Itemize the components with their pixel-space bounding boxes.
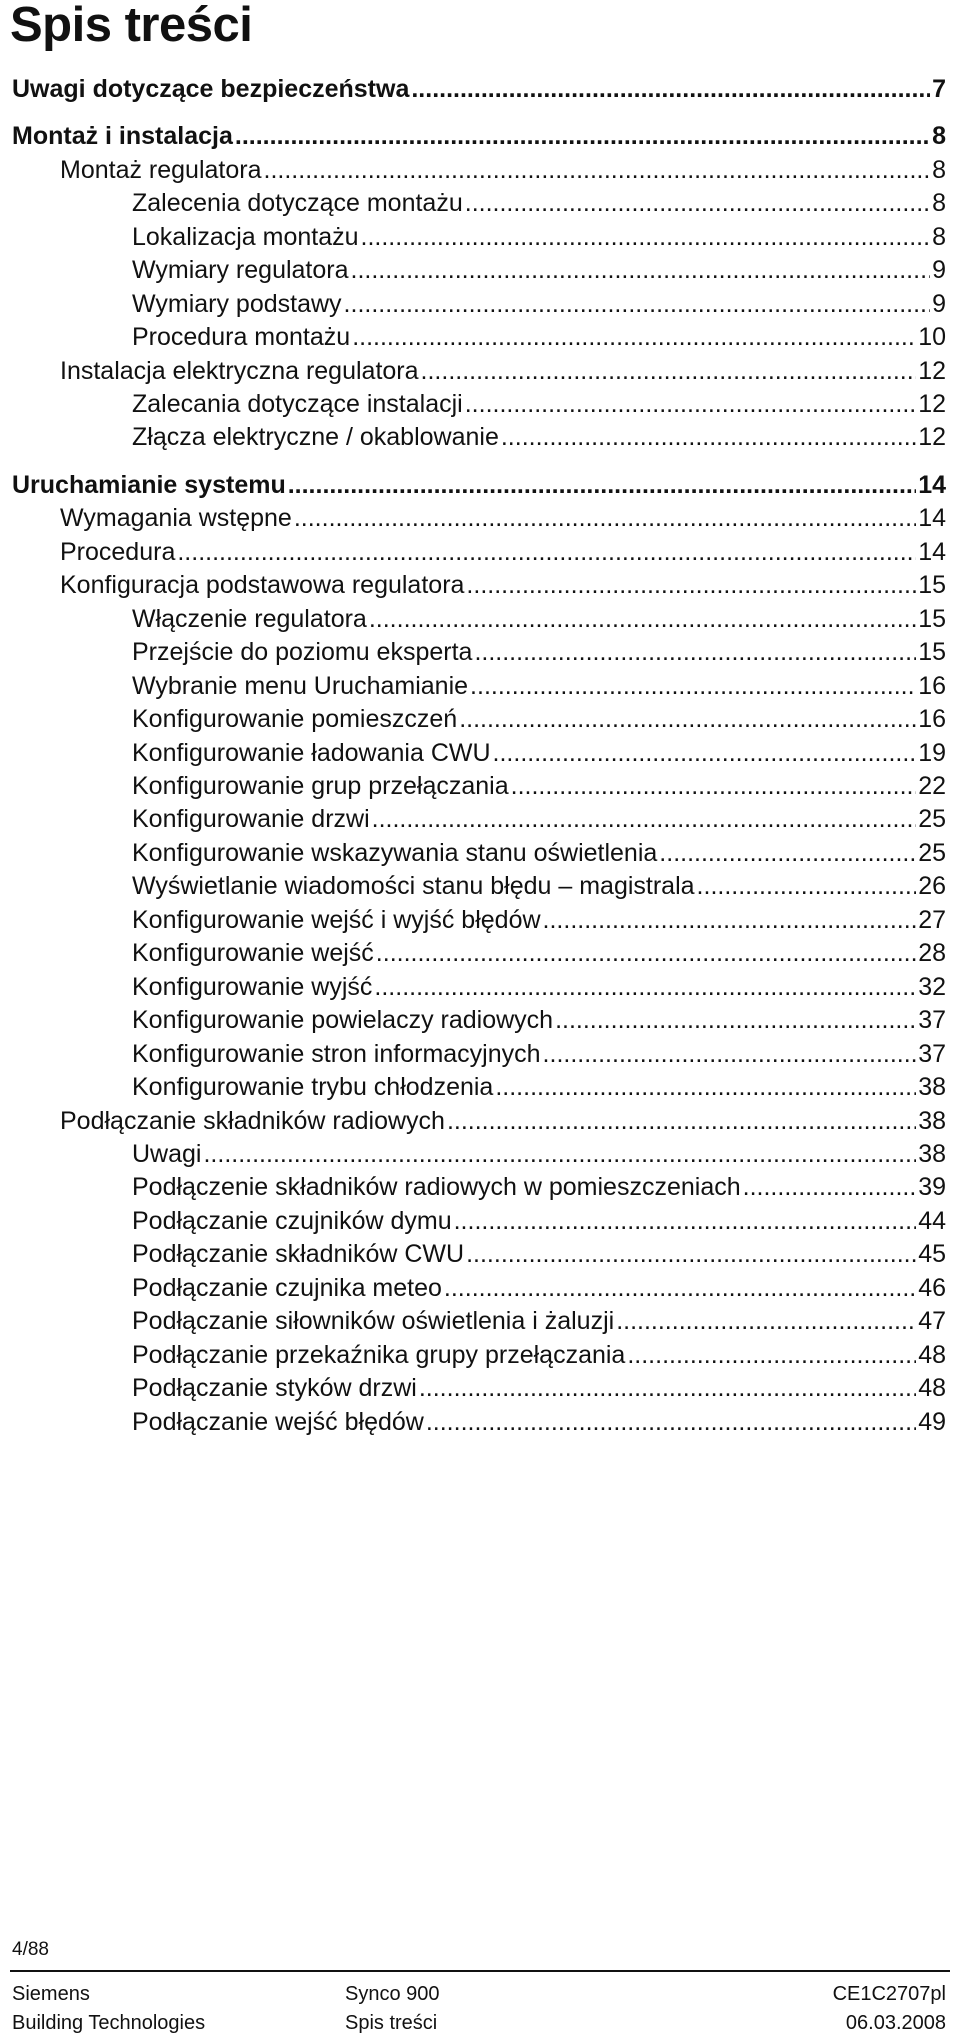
toc-entry-page: 32	[918, 973, 946, 1001]
toc-entry-title: Procedura	[60, 538, 176, 566]
toc-entry-title: Instalacja elektryczna regulatora	[60, 357, 419, 385]
toc-entry[interactable]	[60, 357, 946, 391]
toc-entry-page: 46	[918, 1274, 946, 1302]
toc-entry-page: 45	[918, 1240, 946, 1268]
toc-entry-title: Przejście do poziomu eksperta	[132, 638, 473, 666]
toc-dot-leader	[369, 605, 916, 634]
toc-dot-leader	[743, 1173, 917, 1202]
toc-entry[interactable]	[132, 256, 946, 290]
toc-dot-leader	[374, 973, 916, 1002]
footer-division: Building Technologies	[12, 2012, 206, 2034]
toc-entry[interactable]	[132, 872, 946, 906]
toc-entry[interactable]	[132, 939, 946, 973]
toc-dot-leader	[351, 256, 931, 285]
toc-entry-page: 8	[932, 122, 946, 150]
toc-entry[interactable]	[132, 906, 946, 940]
toc-entry-title: Podłączanie styków drzwi	[132, 1374, 417, 1402]
toc-entry-title: Konfigurowanie grup przełączania	[132, 772, 509, 800]
footer-divider	[10, 1970, 950, 1972]
toc-entry-title: Konfigurowanie powielaczy radiowych	[132, 1006, 554, 1034]
toc-entry-title: Montaż regulatora	[60, 156, 262, 184]
toc-dot-leader	[352, 323, 916, 352]
toc-dot-leader	[419, 1374, 916, 1403]
toc-entry-page: 15	[918, 638, 946, 666]
toc-entry-page: 12	[918, 390, 946, 418]
toc-dot-leader	[543, 906, 917, 935]
toc-entry-page: 15	[918, 571, 946, 599]
toc-entry-page: 9	[932, 290, 946, 318]
toc-entry-title: Wymagania wstępne	[60, 504, 292, 532]
toc-entry-title: Podłączanie siłowników oświetlenia i żaluzji	[132, 1307, 615, 1335]
toc-dot-leader	[697, 872, 917, 901]
toc-entry-page: 39	[918, 1173, 946, 1201]
toc-entry[interactable]	[132, 1374, 946, 1408]
toc-dot-leader	[203, 1140, 916, 1169]
toc-dot-leader	[474, 638, 916, 667]
toc-entry-title: Konfigurowanie trybu chłodzenia	[132, 1073, 494, 1101]
toc-entry-page: 28	[918, 939, 946, 967]
footer-company: Siemens	[12, 1983, 90, 2005]
toc-entry[interactable]	[132, 805, 946, 839]
toc-entry-page: 12	[918, 357, 946, 385]
toc-entry-page: 16	[918, 705, 946, 733]
toc-dot-leader	[411, 75, 930, 104]
toc-dot-leader	[465, 390, 916, 419]
toc-entry[interactable]	[132, 839, 946, 873]
toc-entry-title: Konfigurowanie wskazywania stanu oświetlenia	[132, 839, 658, 867]
toc-entry[interactable]	[60, 1107, 946, 1141]
toc-entry[interactable]	[132, 423, 946, 457]
toc-entry[interactable]	[12, 122, 946, 156]
toc-entry[interactable]	[60, 156, 946, 190]
toc-entry-title: Konfigurowanie pomieszczeń	[132, 705, 458, 733]
toc-entry[interactable]	[132, 638, 946, 672]
toc-entry[interactable]	[132, 1207, 946, 1241]
toc-entry-page: 12	[918, 423, 946, 451]
toc-entry[interactable]	[132, 290, 946, 324]
toc-entry-page: 38	[918, 1140, 946, 1168]
toc-entry[interactable]	[132, 772, 946, 806]
toc-entry-title: Podłączenie składników radiowych w pomieszczeniach	[132, 1173, 741, 1201]
toc-entry-page: 37	[918, 1006, 946, 1034]
footer-product: Synco 900	[345, 1983, 440, 2005]
toc-entry-page: 8	[932, 223, 946, 251]
toc-entry[interactable]	[132, 1173, 946, 1207]
toc-entry-title: Podłączanie wejść błędów	[132, 1408, 424, 1436]
toc-dot-leader	[177, 538, 916, 567]
toc-dot-leader	[627, 1341, 916, 1370]
toc-entry-title: Podłączanie czujników dymu	[132, 1207, 452, 1235]
toc-entry-title: Włączenie regulatora	[132, 605, 367, 633]
toc-dot-leader	[466, 1240, 916, 1269]
toc-entry-title: Podłączanie przekaźnika grupy przełączania	[132, 1341, 626, 1369]
toc-entry[interactable]	[132, 1240, 946, 1274]
toc-entry[interactable]	[132, 1307, 946, 1341]
toc-entry-title: Konfigurowanie wejść	[132, 939, 374, 967]
toc-entry-title: Wyświetlanie wiadomości stanu błędu – magistrala	[132, 872, 695, 900]
toc-dot-leader	[511, 772, 917, 801]
toc-entry[interactable]	[132, 1341, 946, 1375]
toc-entry[interactable]	[12, 75, 946, 109]
toc-entry-page: 10	[918, 323, 946, 351]
toc-entry-page: 25	[918, 839, 946, 867]
toc-entry-page: 14	[918, 471, 946, 499]
toc-dot-leader	[426, 1408, 916, 1437]
toc-entry[interactable]	[12, 471, 946, 505]
toc-dot-leader	[264, 156, 931, 185]
toc-dot-leader	[361, 223, 931, 252]
toc-entry-title: Lokalizacja montażu	[132, 223, 359, 251]
toc-entry-title: Konfigurowanie wejść i wyjść błędów	[132, 906, 541, 934]
toc-entry-page: 8	[932, 156, 946, 184]
toc-dot-leader	[344, 290, 931, 319]
toc-entry[interactable]	[132, 705, 946, 739]
toc-dot-leader	[454, 1207, 917, 1236]
toc-entry[interactable]	[132, 1408, 946, 1442]
toc-dot-leader	[235, 122, 930, 151]
toc-entry-title: Zalecenia dotyczące montażu	[132, 189, 463, 217]
footer-left	[12, 1980, 205, 2038]
toc-dot-leader	[543, 1040, 917, 1069]
toc-entry-title: Procedura montażu	[132, 323, 351, 351]
toc-dot-leader	[659, 839, 916, 868]
toc-entry-title: Konfigurowanie stron informacyjnych	[132, 1040, 541, 1068]
toc-entry[interactable]	[132, 739, 946, 773]
toc-entry[interactable]	[60, 571, 946, 605]
toc-dot-leader	[495, 1073, 916, 1102]
toc-entry-page: 14	[918, 538, 946, 566]
toc-dot-leader	[493, 739, 917, 768]
toc-entry[interactable]	[132, 1140, 946, 1174]
toc-entry[interactable]	[132, 189, 946, 223]
toc-entry[interactable]	[132, 1274, 946, 1308]
toc-entry-page: 19	[918, 739, 946, 767]
toc-dot-leader	[470, 672, 916, 701]
toc-dot-leader	[465, 189, 930, 218]
toc-entry-page: 49	[918, 1408, 946, 1436]
toc-entry-page: 38	[918, 1107, 946, 1135]
toc-entry[interactable]	[132, 390, 946, 424]
footer-right	[833, 1980, 946, 2038]
toc-entry-page: 48	[918, 1374, 946, 1402]
toc-entry-title: Uwagi	[132, 1140, 202, 1168]
toc-dot-leader	[421, 357, 917, 386]
toc-dot-leader	[444, 1274, 916, 1303]
toc-entry-title: Wybranie menu Uruchamianie	[132, 672, 469, 700]
toc-entry-page: 27	[918, 906, 946, 934]
toc-entry[interactable]	[132, 973, 946, 1007]
toc-dot-leader	[616, 1307, 916, 1336]
toc-entry-title: Wymiary regulatora	[132, 256, 349, 284]
toc-entry-page: 37	[918, 1040, 946, 1068]
toc-entry[interactable]	[132, 323, 946, 357]
footer-section: Spis treści	[345, 2012, 438, 2034]
toc-entry-title: Wymiary podstawy	[132, 290, 342, 318]
toc-dot-leader	[466, 571, 916, 600]
toc-dot-leader	[459, 705, 916, 734]
toc-entry-title: Uwagi dotyczące bezpieczeństwa	[12, 75, 410, 103]
toc-entry-page: 22	[918, 772, 946, 800]
toc-entry-title: Uruchamianie systemu	[12, 471, 286, 499]
toc-entry-page: 38	[918, 1073, 946, 1101]
toc-entry-page: 26	[918, 872, 946, 900]
toc-entry-title: Złącza elektryczne / okablowanie	[132, 423, 499, 451]
page-title: Spis treści	[10, 0, 253, 52]
toc-entry[interactable]	[60, 504, 946, 538]
toc-entry-title: Zalecania dotyczące instalacji	[132, 390, 463, 418]
toc-dot-leader	[501, 423, 916, 452]
toc-entry-page: 47	[918, 1307, 946, 1335]
toc-entry[interactable]	[132, 605, 946, 639]
toc-entry-page: 8	[932, 189, 946, 217]
toc-entry[interactable]	[60, 538, 946, 572]
toc-entry-page: 7	[932, 75, 946, 103]
toc-entry-page: 9	[932, 256, 946, 284]
footer-middle	[345, 1980, 440, 2038]
toc-dot-leader	[294, 504, 916, 533]
toc-entry[interactable]	[132, 672, 946, 706]
toc-entry-title: Konfigurowanie wyjść	[132, 973, 373, 1001]
toc-dot-leader	[555, 1006, 916, 1035]
page-number: 4/88	[12, 1939, 49, 1960]
toc-entry[interactable]	[132, 1073, 946, 1107]
toc-entry[interactable]	[132, 1040, 946, 1074]
toc-entry-page: 14	[918, 504, 946, 532]
toc-entry-title: Podłączanie czujnika meteo	[132, 1274, 442, 1302]
toc-entry-title: Konfigurowanie ładowania CWU	[132, 739, 491, 767]
toc-entry-title: Podłączanie składników radiowych	[60, 1107, 445, 1135]
toc-entry-title: Konfiguracja podstawowa regulatora	[60, 571, 465, 599]
toc-dot-leader	[288, 471, 916, 500]
toc-entry[interactable]	[132, 223, 946, 257]
toc-entry-page: 15	[918, 605, 946, 633]
footer-date: 06.03.2008	[845, 2012, 946, 2034]
toc-dot-leader	[372, 805, 917, 834]
toc-entry-title: Montaż i instalacja	[12, 122, 233, 150]
toc-entry-page: 44	[918, 1207, 946, 1235]
footer-document-id: CE1C2707pl	[832, 1983, 946, 2005]
toc-entry[interactable]	[132, 1006, 946, 1040]
toc-entry-page: 48	[918, 1341, 946, 1369]
toc-dot-leader	[376, 939, 916, 968]
toc-dot-leader	[447, 1107, 916, 1136]
toc-entry-page: 25	[918, 805, 946, 833]
toc-entry-title: Podłączanie składników CWU	[132, 1240, 465, 1268]
toc-entry-page: 16	[918, 672, 946, 700]
toc-entry-title: Konfigurowanie drzwi	[132, 805, 370, 833]
